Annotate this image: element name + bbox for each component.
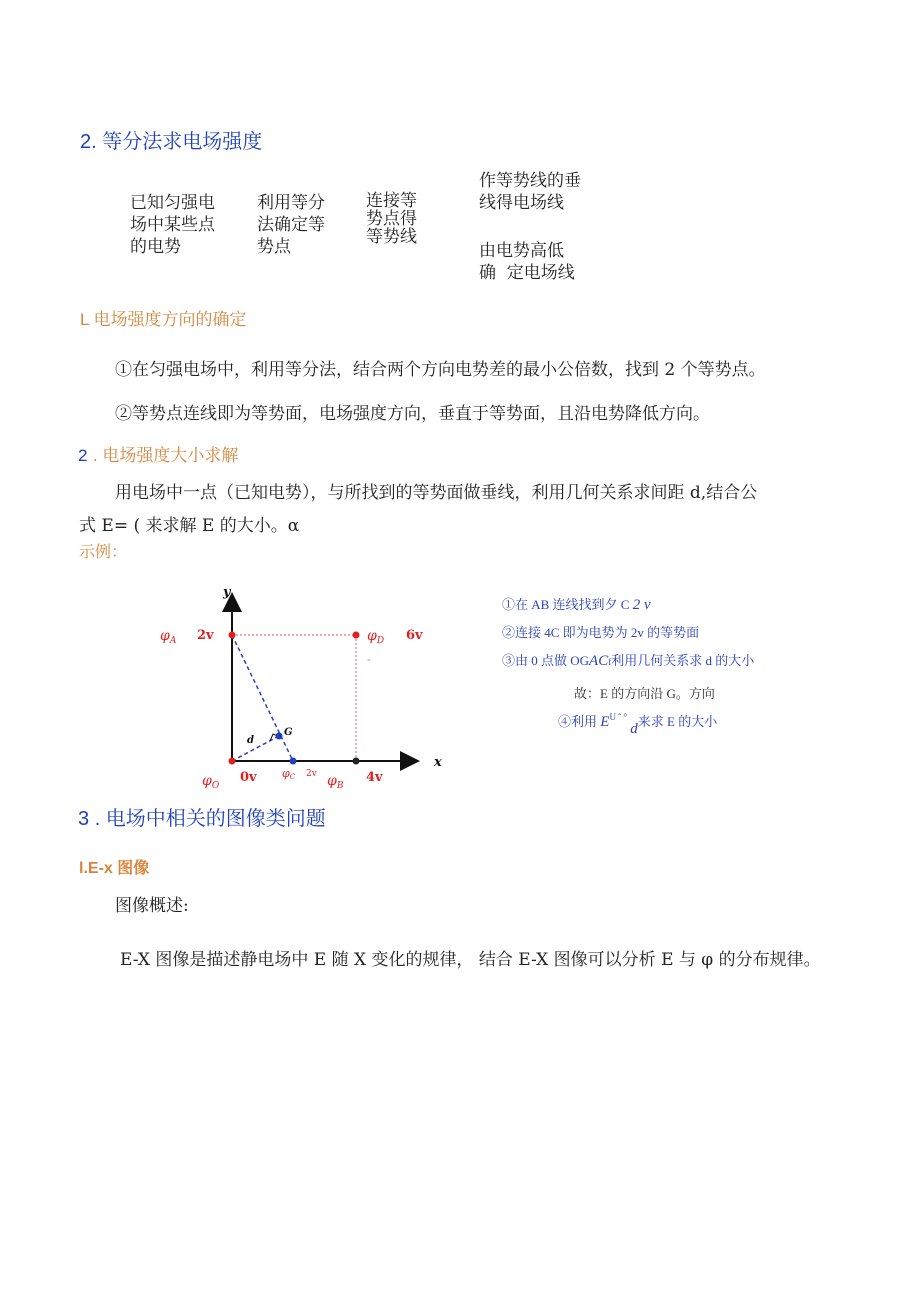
- flow-step-known-potential: [130, 192, 215, 258]
- flow-step-direction: [479, 240, 575, 284]
- section-heading: 2. 等分法求电场强度: [80, 131, 263, 153]
- equipotential-line-AC: [232, 635, 293, 761]
- flow-line: 势点得: [366, 209, 417, 229]
- subsection-heading: L 电场强度方向的确定: [80, 310, 247, 329]
- axis-label-x: x: [434, 755, 442, 770]
- example-label: 示例：: [79, 544, 128, 561]
- point-D: [353, 632, 360, 639]
- note-superscript: U ˆ °: [609, 712, 628, 722]
- paragraph: 式 E= ( 来求解 E 的大小。α: [79, 516, 300, 536]
- flow-line: 等势线: [366, 227, 417, 247]
- flow-line: 连接等: [366, 191, 417, 211]
- note-step-3: [502, 650, 754, 670]
- label-6v: 6v: [406, 628, 423, 643]
- point-B: [353, 758, 360, 765]
- label-0v: 0v: [240, 770, 257, 785]
- heading-number: 2: [78, 446, 88, 465]
- note-formula: 2 v: [632, 597, 651, 613]
- note-conclusion: 故：E 的方向沿 G。方向: [574, 686, 715, 701]
- paragraph: ②等势点连线即为等势面，电场强度方向，垂直于等势面，且沿电势降低方向。: [115, 404, 710, 424]
- section-heading: [78, 802, 326, 831]
- flow-line: 作等势线的垂: [479, 171, 581, 191]
- note-step-2: ②连接 4C 即为电势为 2v 的等势面: [502, 625, 700, 640]
- label-phi-A: $\varphi_A$: [160, 628, 177, 646]
- label-phi-B: $\varphi_B$: [327, 773, 344, 791]
- tick-mark: -: [367, 655, 371, 666]
- point-A: [229, 632, 236, 639]
- overview-label: 图像概述:: [115, 896, 189, 916]
- note-formula: E: [600, 714, 610, 730]
- note-subscript: f: [608, 657, 612, 667]
- flow-line: 场中某些点: [130, 215, 215, 235]
- note-text: 利用几何关系求 d 的大小: [611, 653, 755, 668]
- flow-line: 确 定电场线: [479, 263, 575, 283]
- subsection-heading: [78, 441, 238, 466]
- axis-label-y: y: [223, 585, 231, 600]
- label-c-2v: 2v: [306, 769, 317, 779]
- flow-line: 势点: [257, 237, 291, 257]
- flow-line: 线得电场线: [479, 193, 564, 213]
- heading-text: . 电场中相关的图像类问题: [94, 808, 326, 830]
- note-formula: d: [630, 721, 638, 737]
- paragraph: E-X 图像是描述静电场中 E 随 X 变化的规律， 结合 E-X 图像可以分析 E 与 φ 的分布规律。: [120, 950, 821, 970]
- label-G: G: [284, 727, 293, 738]
- flow-line: 由电势高低: [479, 241, 564, 261]
- flow-line: 已知匀强电: [130, 193, 215, 213]
- note-text: ①在 AB 连线找到夕 C: [502, 597, 630, 612]
- flow-step-equal-division: [257, 192, 325, 258]
- paragraph: ①在匀强电场中，利用等分法，结合两个方向电势差的最小公倍数，找到 2 个等势点。: [115, 360, 766, 380]
- flow-step-connect: [366, 192, 417, 246]
- note-text: ③由 0 点做 OG: [502, 653, 590, 668]
- heading-text: . 电场强度大小求解: [92, 446, 239, 465]
- subsection-heading: l.E-x 图像: [79, 860, 150, 877]
- equipotential-diagram: [150, 578, 460, 793]
- label-2v: 2v: [197, 628, 214, 643]
- note-text: ④利用: [558, 714, 598, 729]
- perpendicular-OG: [232, 736, 279, 761]
- note-text: 来求 E 的大小: [637, 714, 718, 729]
- label-d: d: [247, 735, 254, 746]
- label-phi-C: φC: [282, 767, 296, 781]
- label-4v: 4v: [366, 770, 383, 785]
- flow-step-perpendicular: [479, 170, 581, 214]
- note-step-1: [502, 594, 651, 614]
- note-step-4: [558, 711, 718, 737]
- label-phi-D: $\varphi_D$: [367, 628, 385, 646]
- label-phi-O: $\varphi_O$: [202, 773, 220, 791]
- flow-line: 法确定等: [257, 215, 325, 235]
- paragraph: 用电场中一点（已知电势），与所找到的等势面做垂线，利用几何关系求间距 d,结合公: [115, 483, 758, 503]
- heading-number: 3: [78, 808, 90, 830]
- flow-line: 利用等分: [257, 193, 325, 213]
- point-O: [229, 758, 236, 765]
- note-formula: AC: [589, 653, 609, 669]
- flow-line: 的电势: [130, 237, 181, 257]
- point-C: [290, 758, 297, 765]
- point-G: [276, 733, 283, 740]
